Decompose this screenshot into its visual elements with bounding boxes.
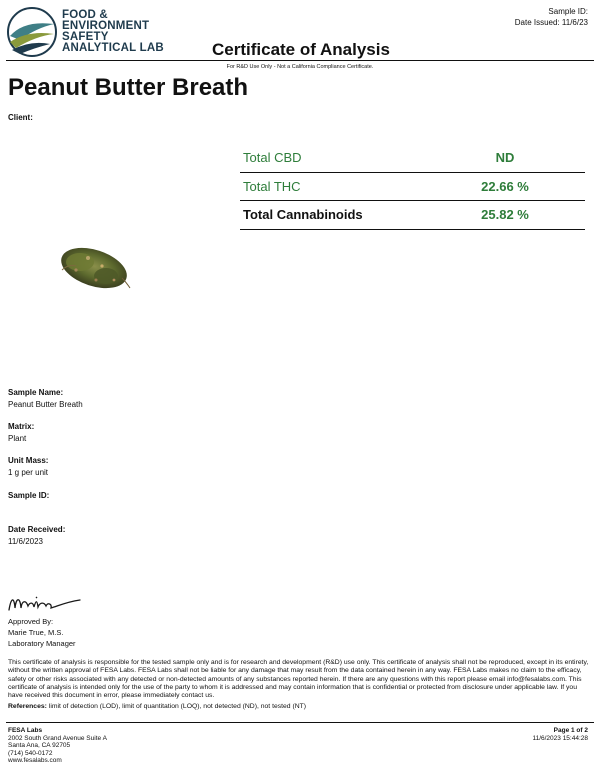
total-cbd-label: Total CBD (243, 150, 302, 165)
references-text: limit of detection (LOD), limit of quantitation (LOQ), not detected (ND), not tested (NT) (48, 703, 307, 710)
matrix-label: Matrix: (8, 422, 35, 431)
cannabinoid-totals (240, 144, 585, 230)
total-thc-value: 22.66 % (481, 178, 529, 194)
approver-name: Marie True, M.S. (8, 628, 64, 637)
approver-title: Laboratory Manager (8, 639, 76, 648)
total-cannabinoids-label: Total Cannabinoids (243, 207, 363, 222)
total-cbd-value: ND (495, 150, 515, 165)
logo-line-1: FOOD & (62, 9, 108, 21)
disclaimer-text: This certificate of analysis is responsible for the tested sample only and is for research and development (R&D) use only. This certificate of analysis shall not be reproduced, except in its entirety, without the written approval of FESA Labs. FESA Labs shall not be liable for any damage that may result from the data contained herein in any way. FESA Labs makes no claim to the efficacy, safety or other risks associated with any detected or non-detected amounts of any substances reported herein. If there are any questions with this report please email info@fesalabs.com. This certificate of analysis is intended only for the use of the party to whom it is addressed and may contain information that is confidential or protected from disclosure under applicable law. If you have received this document in error, please immediately contact us. (8, 659, 589, 700)
sample-id-field-label: Sample ID: (8, 491, 50, 500)
sample-image (10, 130, 165, 380)
date-issued: Date Issued: 11/6/23 (514, 18, 588, 27)
sample-id-field (8, 491, 49, 503)
sample-name-field (8, 388, 83, 409)
fesa-logo (6, 6, 164, 58)
sample-name-value: Peanut Butter Breath (8, 400, 83, 409)
footer-phone: (714) 540-0172 (8, 749, 53, 757)
footer-address-line-1: 2002 South Grand Avenue Suite A (8, 734, 107, 742)
header-divider (6, 60, 594, 61)
fesa-logo-mark-icon (6, 6, 58, 58)
total-cannabinoids-value: 25.82 % (481, 207, 529, 222)
logo-line-4: ANALYTICAL LAB (62, 42, 164, 54)
footer-website: www.fesalabs.com (8, 757, 62, 765)
date-received-field (8, 525, 65, 546)
signature-icon (6, 590, 86, 616)
compliance-note: For R&D Use Only - Not a California Compliance Certificate. (226, 64, 374, 70)
footer-company: FESA Labs (8, 727, 43, 734)
total-thc-row (240, 173, 585, 202)
date-received-label: Date Received: (8, 525, 66, 534)
logo-line-2: ENVIRONMENT (62, 20, 150, 32)
footer-address (8, 727, 107, 765)
footer-address-line-2: Santa Ana, CA 92705 (8, 742, 71, 750)
references-label: References: (8, 703, 47, 710)
logo-text (62, 10, 164, 54)
client-label: Client: (8, 113, 33, 122)
logo-line-3: SAFETY (62, 31, 109, 43)
sample-name-label: Sample Name: (8, 388, 64, 397)
footer-page-info (532, 727, 588, 743)
cannabis-bud-icon (10, 130, 165, 380)
total-cbd-row (240, 144, 585, 173)
total-cannabinoids-row (240, 201, 585, 230)
page-title: Certificate of Analysis (212, 40, 390, 59)
references-line (8, 703, 306, 710)
matrix-field (8, 422, 34, 443)
unit-mass-value: 1 g per unit (8, 468, 49, 477)
footer-divider (6, 722, 594, 723)
product-name: Peanut Butter Breath (8, 74, 249, 101)
unit-mass-field (8, 456, 48, 477)
approved-by-label: Approved By: (8, 617, 54, 626)
sample-id-label: Sample ID: (548, 7, 588, 16)
total-thc-label: Total THC (243, 178, 301, 194)
footer-timestamp: 11/6/2023 15:44:28 (532, 735, 588, 742)
date-received-value: 11/6/2023 (8, 537, 43, 546)
matrix-value: Plant (8, 434, 27, 443)
unit-mass-label: Unit Mass: (8, 456, 49, 465)
page-number: Page 1 of 2 (553, 727, 588, 734)
document-meta (515, 6, 588, 28)
approval-block (8, 616, 76, 649)
